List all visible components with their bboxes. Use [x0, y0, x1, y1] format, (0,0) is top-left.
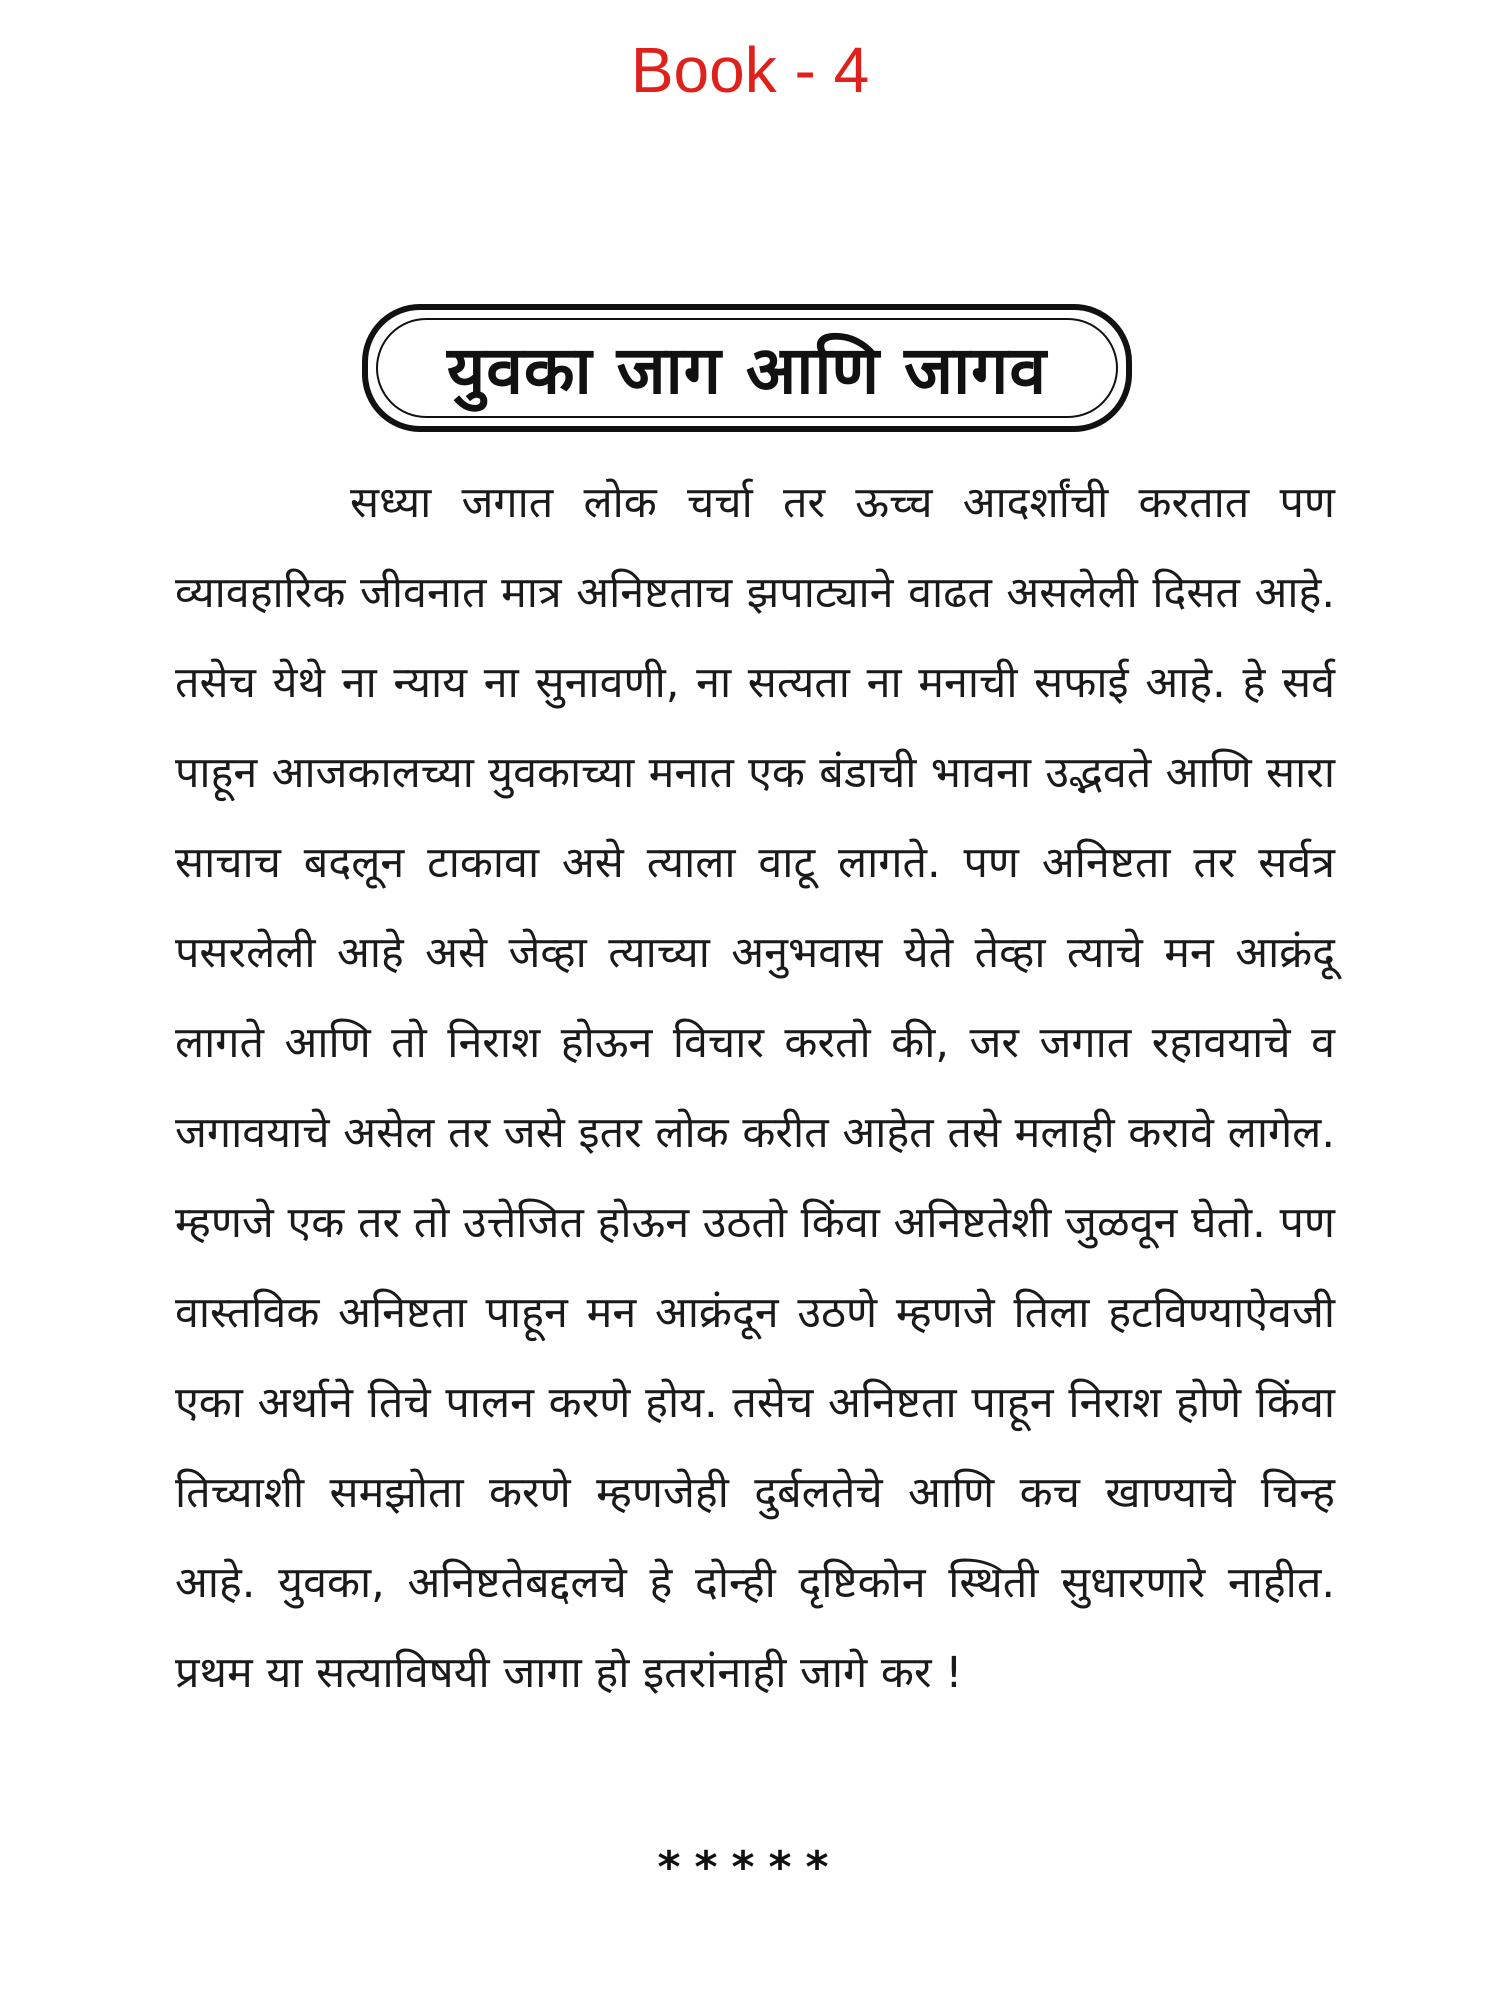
title-frame: [362, 304, 1132, 432]
book-label: Book - 4: [630, 34, 870, 106]
body-paragraph: सध्या जगात लोक चर्चा तर ऊच्च आदर्शांची करतात पण व्यावहारिक जीवनात मात्र अनिष्टताच झपाट्याने वाढत असलेली दिसत आहे. तसेच येथे ना न्याय ना सुनावणी, ना सत्यता ना मनाची सफाई आहे. हे सर्व पाहून आजकालच्या युवकाच्या मनात एक बंडाची भावना उद्भवते आणि सारा साचाच बदलून टाकावा असे त्याला वाटू लागते. पण अनिष्टता तर सर्वत्र पसरलेली आहे असे जेव्हा त्याच्या अनुभवास येते तेव्हा त्याचे मन आक्रंदू लागते आणि तो निराश होऊन विचार करतो की, जर जगात रहावयाचे व जगावयाचे असेल तर जसे इतर लोक करीत आहेत तसे मलाही करावे लागेल. म्हणजे एक तर तो उत्तेजित होऊन उठतो किंवा अनिष्टतेशी जुळवून घेतो. पण वास्तविक अनिष्टता पाहून मन आक्रंदून उठणे म्हणजे तिला हटविण्याऐवजी एका अर्थाने तिचे पालन करणे होय. तसेच अनिष्टता पाहून निराश होणे किंवा तिच्याशी समझोता करणे म्हणजेही दुर्बलतेचे आणि कच खाण्याचे चिन्ह आहे. युवका, अनिष्टतेबद्दलचे हे दोन्ही दृष्टिकोन स्थिती सुधारणारे नाहीत. प्रथम या सत्याविषयी जागा हो इतरांनाही जागे कर !: [175, 478, 1335, 1698]
page-title: युवका जाग आणि जागव: [446, 332, 1048, 409]
end-asterisks: *****: [657, 1842, 843, 1893]
